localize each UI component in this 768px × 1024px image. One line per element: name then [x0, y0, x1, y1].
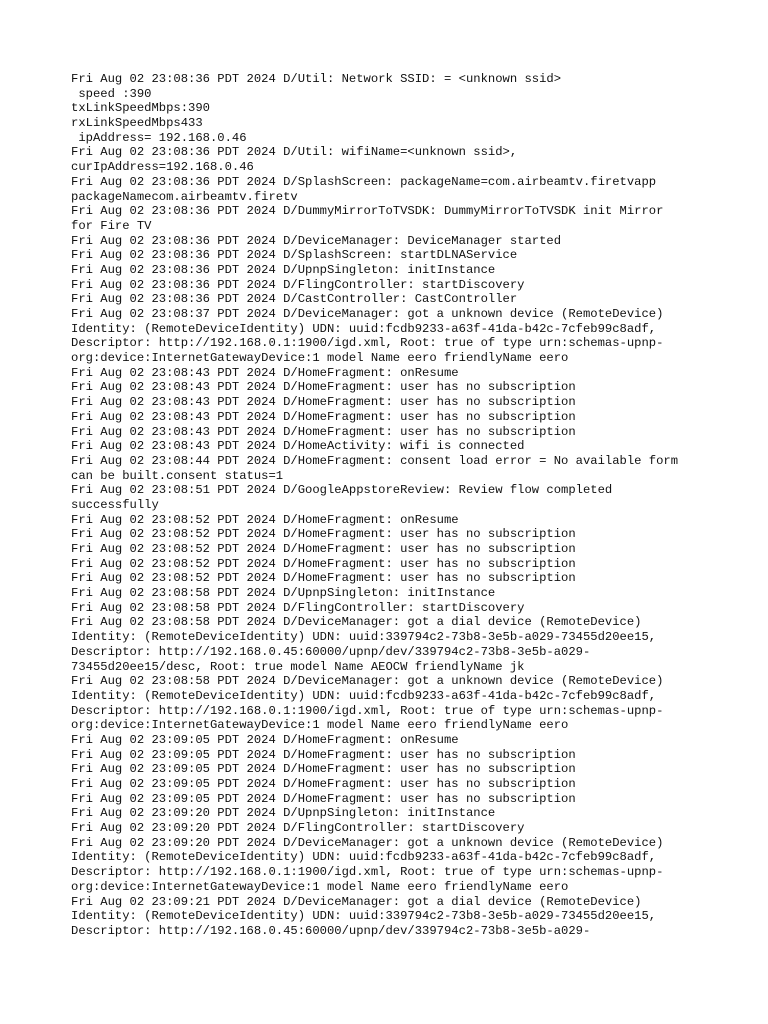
log-line: Identity: (RemoteDeviceIdentity) UDN: uuid:fcdb9233-a63f-41da-b42c-7cfeb99c8adf,	[71, 688, 657, 703]
log-line: Fri Aug 02 23:08:36 PDT 2024 D/Util: Network SSID: = <unknown ssid>	[71, 72, 562, 86]
log-line: Fri Aug 02 23:08:36 PDT 2024 D/DummyMirrorToTVSDK: DummyMirrorToTVSDK init Mirror	[71, 204, 664, 219]
log-line: Descriptor: http://192.168.0.45:60000/upnp/dev/339794c2-73b8-3e5b-a029-	[71, 644, 591, 659]
log-line: can be built.consent status=1	[71, 468, 284, 483]
log-line: rxLinkSpeedMbps433	[71, 116, 203, 131]
log-line: Fri Aug 02 23:08:43 PDT 2024 D/HomeFragment: user has no subscription	[71, 395, 576, 410]
log-line: Fri Aug 02 23:09:21 PDT 2024 D/DeviceManager: got a dial device (RemoteDevice)	[71, 894, 642, 909]
log-line: Fri Aug 02 23:08:36 PDT 2024 D/UpnpSingleton: initInstance	[71, 262, 496, 277]
log-line: Fri Aug 02 23:08:37 PDT 2024 D/DeviceManager: got a unknown device (RemoteDevice)	[71, 307, 664, 321]
log-line: Fri Aug 02 23:08:43 PDT 2024 D/HomeActivity: wifi is connected	[71, 439, 525, 454]
log-line: successfully	[71, 497, 159, 512]
log-line: Fri Aug 02 23:08:36 PDT 2024 D/Util: wifiName=<unknown ssid>,	[71, 145, 518, 160]
log-line: org:device:InternetGatewayDevice:1 model Name eero friendlyName eero	[71, 718, 569, 733]
log-line: Fri Aug 02 23:09:05 PDT 2024 D/HomeFragment: user has no subscription	[71, 791, 576, 806]
log-line: Fri Aug 02 23:08:43 PDT 2024 D/HomeFragment: user has no subscription	[71, 424, 576, 439]
log-line: Identity: (RemoteDeviceIdentity) UDN: uuid:fcdb9233-a63f-41da-b42c-7cfeb99c8adf,	[71, 850, 657, 865]
log-line: Fri Aug 02 23:08:51 PDT 2024 D/GoogleAppstoreReview: Review flow completed	[71, 483, 613, 498]
log-line: Fri Aug 02 23:08:36 PDT 2024 D/FlingController: startDiscovery	[71, 277, 525, 292]
log-text-block	[71, 72, 721, 939]
log-line: Identity: (RemoteDeviceIdentity) UDN: uuid:fcdb9233-a63f-41da-b42c-7cfeb99c8adf,	[71, 321, 657, 336]
log-line: Fri Aug 02 23:08:52 PDT 2024 D/HomeFragment: user has no subscription	[71, 556, 576, 571]
log-line: Descriptor: http://192.168.0.1:1900/igd.xml, Root: true of type urn:schemas-upnp-	[71, 865, 664, 880]
log-line: txLinkSpeedMbps:390	[71, 101, 210, 116]
log-line: Fri Aug 02 23:09:05 PDT 2024 D/HomeFragment: user has no subscription	[71, 747, 576, 762]
log-line: Fri Aug 02 23:08:52 PDT 2024 D/HomeFragment: user has no subscription	[71, 527, 576, 542]
log-line: Fri Aug 02 23:08:52 PDT 2024 D/HomeFragment: user has no subscription	[71, 542, 576, 556]
log-line: Fri Aug 02 23:08:36 PDT 2024 D/CastController: CastController	[71, 292, 518, 307]
log-line: Identity: (RemoteDeviceIdentity) UDN: uuid:339794c2-73b8-3e5b-a029-73455d20ee15,	[71, 630, 657, 645]
log-line: Fri Aug 02 23:08:52 PDT 2024 D/HomeFragment: user has no subscription	[71, 571, 576, 586]
log-line: speed :390	[71, 86, 152, 101]
log-line: Fri Aug 02 23:09:05 PDT 2024 D/HomeFragment: onResume	[71, 732, 459, 747]
log-line: Fri Aug 02 23:08:58 PDT 2024 D/FlingController: startDiscovery	[71, 600, 525, 615]
log-line: 73455d20ee15/desc, Root: true model Name AEOCW friendlyName jk	[71, 659, 525, 674]
log-line: Descriptor: http://192.168.0.1:1900/igd.xml, Root: true of type urn:schemas-upnp-	[71, 336, 664, 351]
log-line: Fri Aug 02 23:08:52 PDT 2024 D/HomeFragment: onResume	[71, 512, 459, 527]
log-line: Fri Aug 02 23:09:20 PDT 2024 D/DeviceManager: got a unknown device (RemoteDevice)	[71, 835, 664, 850]
log-line: Fri Aug 02 23:08:36 PDT 2024 D/DeviceManager: DeviceManager started	[71, 233, 562, 248]
log-line: Fri Aug 02 23:09:20 PDT 2024 D/UpnpSingleton: initInstance	[71, 806, 496, 821]
log-line: Descriptor: http://192.168.0.1:1900/igd.xml, Root: true of type urn:schemas-upnp-	[71, 703, 664, 718]
log-line: Fri Aug 02 23:08:43 PDT 2024 D/HomeFragment: onResume	[71, 365, 459, 380]
log-line: Fri Aug 02 23:08:58 PDT 2024 D/DeviceManager: got a unknown device (RemoteDevice)	[71, 674, 664, 689]
log-line: Fri Aug 02 23:08:43 PDT 2024 D/HomeFragment: user has no subscription	[71, 380, 576, 395]
log-line: Identity: (RemoteDeviceIdentity) UDN: uuid:339794c2-73b8-3e5b-a029-73455d20ee15,	[71, 909, 657, 924]
log-line: for Fire TV	[71, 218, 152, 233]
log-line: Fri Aug 02 23:08:44 PDT 2024 D/HomeFragment: consent load error = No available form	[71, 453, 679, 468]
log-line: Fri Aug 02 23:09:05 PDT 2024 D/HomeFragment: user has no subscription	[71, 762, 576, 777]
log-line: Fri Aug 02 23:09:20 PDT 2024 D/FlingController: startDiscovery	[71, 821, 525, 836]
log-line: Descriptor: http://192.168.0.45:60000/upnp/dev/339794c2-73b8-3e5b-a029-	[71, 923, 591, 938]
log-line: Fri Aug 02 23:08:58 PDT 2024 D/UpnpSingleton: initInstance	[71, 586, 496, 601]
log-line: Fri Aug 02 23:09:05 PDT 2024 D/HomeFragment: user has no subscription	[71, 777, 576, 791]
log-line: packageNamecom.airbeamtv.firetv	[71, 189, 298, 204]
log-line: curIpAddress=192.168.0.46	[71, 160, 254, 175]
log-line: ipAddress= 192.168.0.46	[71, 130, 247, 145]
log-line: Fri Aug 02 23:08:58 PDT 2024 D/DeviceManager: got a dial device (RemoteDevice)	[71, 615, 642, 630]
log-line: Fri Aug 02 23:08:36 PDT 2024 D/SplashScreen: startDLNAService	[71, 248, 518, 263]
log-line: org:device:InternetGatewayDevice:1 model Name eero friendlyName eero	[71, 879, 569, 894]
log-line: org:device:InternetGatewayDevice:1 model Name eero friendlyName eero	[71, 351, 569, 366]
log-line: Fri Aug 02 23:08:43 PDT 2024 D/HomeFragment: user has no subscription	[71, 409, 576, 424]
log-line: Fri Aug 02 23:08:36 PDT 2024 D/SplashScreen: packageName=com.airbeamtv.firetvapp	[71, 174, 657, 189]
